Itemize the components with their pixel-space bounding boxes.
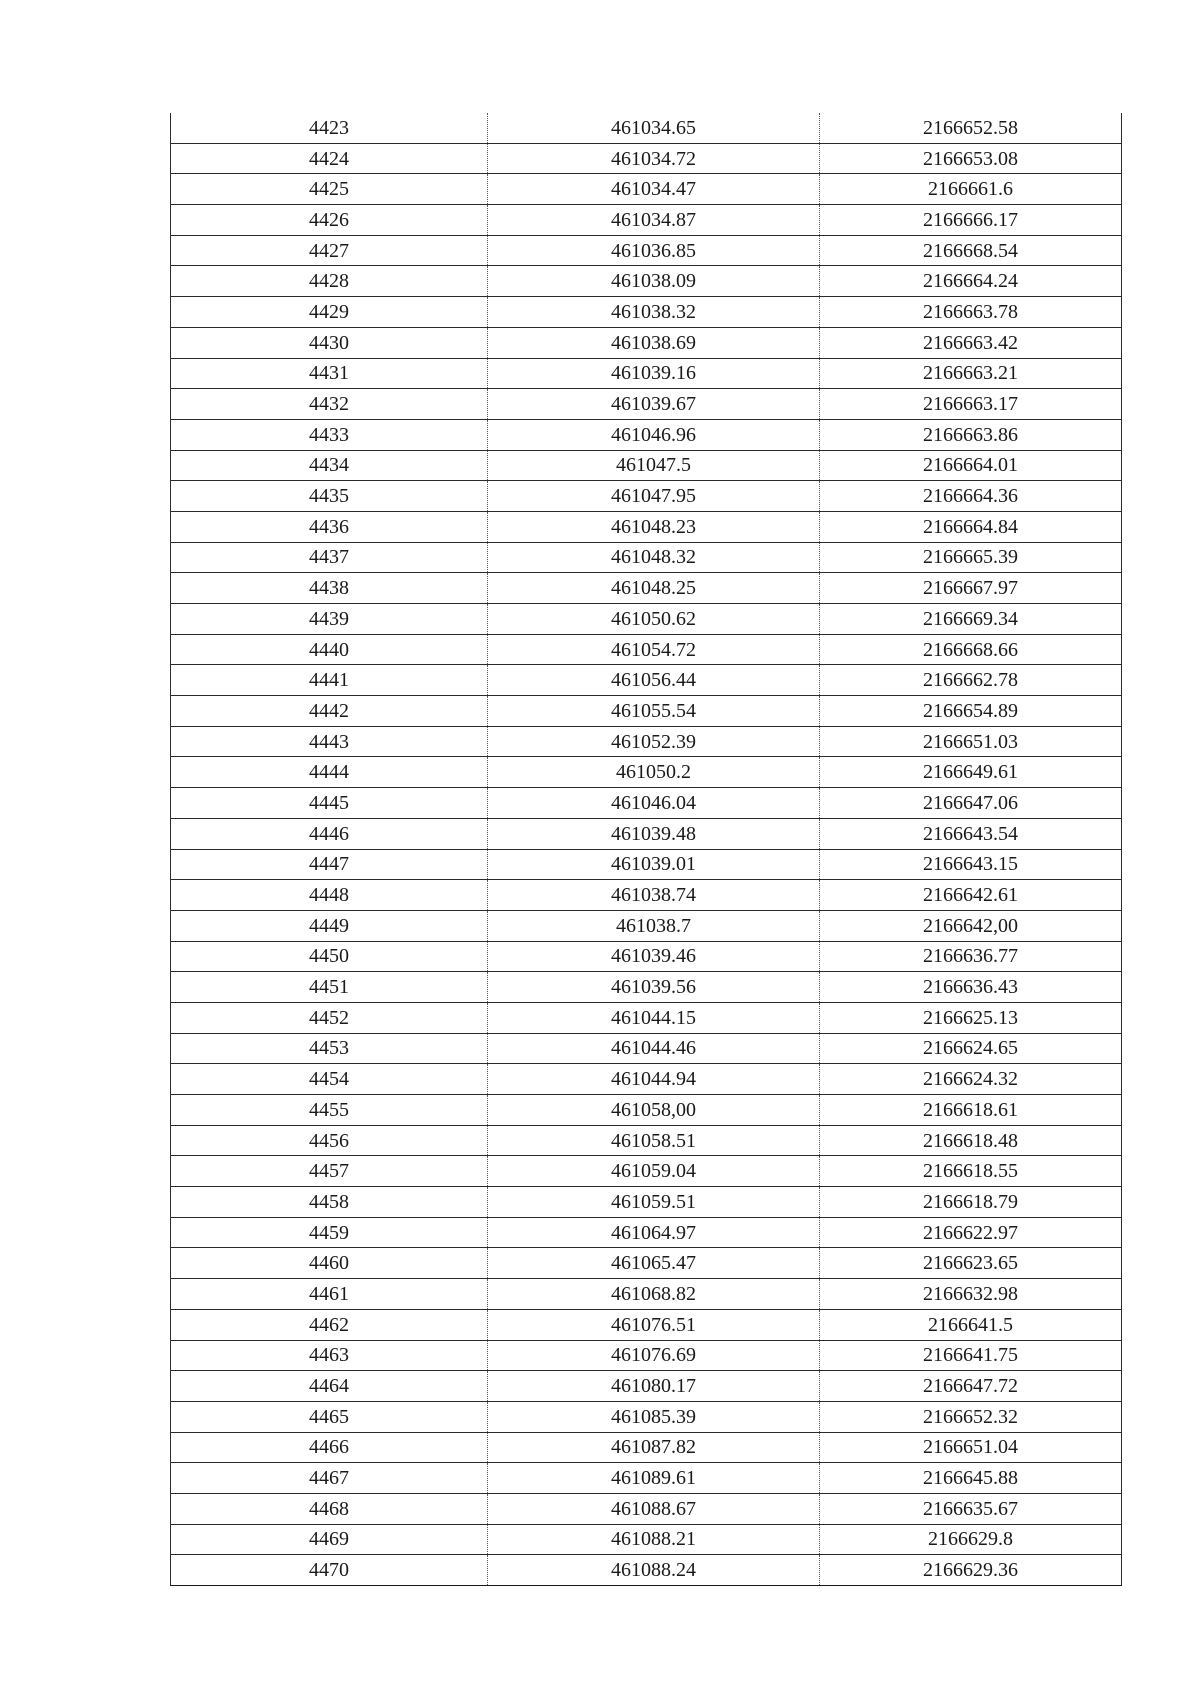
y-coordinate-cell: 2166653.08 <box>820 143 1122 174</box>
point-number-cell: 4441 <box>171 665 488 696</box>
x-coordinate-cell: 461080.17 <box>488 1371 820 1402</box>
point-number-cell: 4470 <box>171 1555 488 1586</box>
x-coordinate-cell: 461034.87 <box>488 205 820 236</box>
table-row <box>171 1524 1122 1555</box>
point-number-cell: 4433 <box>171 419 488 450</box>
point-number-cell: 4438 <box>171 573 488 604</box>
x-coordinate-cell: 461058,00 <box>488 1095 820 1126</box>
x-coordinate-cell: 461055.54 <box>488 696 820 727</box>
table-row <box>171 880 1122 911</box>
table-row <box>171 941 1122 972</box>
table-row <box>171 788 1122 819</box>
table-row <box>171 910 1122 941</box>
point-number-cell: 4460 <box>171 1248 488 1279</box>
table-row <box>171 481 1122 512</box>
y-coordinate-cell: 2166664.01 <box>820 450 1122 481</box>
y-coordinate-cell: 2166665.39 <box>820 542 1122 573</box>
x-coordinate-cell: 461044.94 <box>488 1064 820 1095</box>
point-number-cell: 4449 <box>171 910 488 941</box>
table-row <box>171 266 1122 297</box>
table-row <box>171 1156 1122 1187</box>
table-row <box>171 1371 1122 1402</box>
x-coordinate-cell: 461048.23 <box>488 511 820 542</box>
table-row <box>171 1463 1122 1494</box>
point-number-cell: 4436 <box>171 511 488 542</box>
y-coordinate-cell: 2166652.58 <box>820 113 1122 143</box>
point-number-cell: 4427 <box>171 235 488 266</box>
point-number-cell: 4452 <box>171 1002 488 1033</box>
y-coordinate-cell: 2166661.6 <box>820 174 1122 205</box>
y-coordinate-cell: 2166668.66 <box>820 634 1122 665</box>
point-number-cell: 4434 <box>171 450 488 481</box>
x-coordinate-cell: 461087.82 <box>488 1432 820 1463</box>
table-row <box>171 1493 1122 1524</box>
table-row <box>171 972 1122 1003</box>
x-coordinate-cell: 461039.67 <box>488 389 820 420</box>
y-coordinate-cell: 2166624.32 <box>820 1064 1122 1095</box>
table-row <box>171 1187 1122 1218</box>
y-coordinate-cell: 2166625.13 <box>820 1002 1122 1033</box>
x-coordinate-cell: 461076.51 <box>488 1309 820 1340</box>
x-coordinate-cell: 461039.16 <box>488 358 820 389</box>
point-number-cell: 4468 <box>171 1493 488 1524</box>
table-row <box>171 1002 1122 1033</box>
y-coordinate-cell: 2166647.06 <box>820 788 1122 819</box>
table-row <box>171 511 1122 542</box>
y-coordinate-cell: 2166652.32 <box>820 1401 1122 1432</box>
x-coordinate-cell: 461088.67 <box>488 1493 820 1524</box>
y-coordinate-cell: 2166643.54 <box>820 818 1122 849</box>
table-row <box>171 1401 1122 1432</box>
x-coordinate-cell: 461039.48 <box>488 818 820 849</box>
point-number-cell: 4439 <box>171 604 488 635</box>
y-coordinate-cell: 2166663.78 <box>820 297 1122 328</box>
table-row <box>171 1432 1122 1463</box>
table-row <box>171 726 1122 757</box>
x-coordinate-cell: 461039.56 <box>488 972 820 1003</box>
x-coordinate-cell: 461089.61 <box>488 1463 820 1494</box>
x-coordinate-cell: 461047.95 <box>488 481 820 512</box>
y-coordinate-cell: 2166623.65 <box>820 1248 1122 1279</box>
y-coordinate-cell: 2166664.36 <box>820 481 1122 512</box>
x-coordinate-cell: 461076.69 <box>488 1340 820 1371</box>
y-coordinate-cell: 2166654.89 <box>820 696 1122 727</box>
y-coordinate-cell: 2166618.48 <box>820 1125 1122 1156</box>
point-number-cell: 4458 <box>171 1187 488 1218</box>
point-number-cell: 4463 <box>171 1340 488 1371</box>
x-coordinate-cell: 461048.32 <box>488 542 820 573</box>
y-coordinate-cell: 2166641.5 <box>820 1309 1122 1340</box>
y-coordinate-cell: 2166618.55 <box>820 1156 1122 1187</box>
table-row <box>171 450 1122 481</box>
x-coordinate-cell: 461050.2 <box>488 757 820 788</box>
table-row <box>171 174 1122 205</box>
point-number-cell: 4459 <box>171 1217 488 1248</box>
y-coordinate-cell: 2166632.98 <box>820 1279 1122 1310</box>
point-number-cell: 4450 <box>171 941 488 972</box>
x-coordinate-cell: 461036.85 <box>488 235 820 266</box>
x-coordinate-cell: 461059.51 <box>488 1187 820 1218</box>
y-coordinate-cell: 2166624.65 <box>820 1033 1122 1064</box>
x-coordinate-cell: 461047.5 <box>488 450 820 481</box>
x-coordinate-cell: 461065.47 <box>488 1248 820 1279</box>
table-row <box>171 1095 1122 1126</box>
point-number-cell: 4469 <box>171 1524 488 1555</box>
y-coordinate-cell: 2166645.88 <box>820 1463 1122 1494</box>
table-row <box>171 327 1122 358</box>
table-row <box>171 634 1122 665</box>
table-row <box>171 542 1122 573</box>
y-coordinate-cell: 2166663.86 <box>820 419 1122 450</box>
table-row <box>171 389 1122 420</box>
x-coordinate-cell: 461085.39 <box>488 1401 820 1432</box>
y-coordinate-cell: 2166651.03 <box>820 726 1122 757</box>
point-number-cell: 4442 <box>171 696 488 727</box>
table-row <box>171 604 1122 635</box>
x-coordinate-cell: 461044.46 <box>488 1033 820 1064</box>
point-number-cell: 4453 <box>171 1033 488 1064</box>
point-number-cell: 4455 <box>171 1095 488 1126</box>
table-row <box>171 818 1122 849</box>
table-row <box>171 235 1122 266</box>
x-coordinate-cell: 461038.69 <box>488 327 820 358</box>
x-coordinate-cell: 461054.72 <box>488 634 820 665</box>
x-coordinate-cell: 461039.46 <box>488 941 820 972</box>
coordinates-table-body <box>171 113 1122 1586</box>
y-coordinate-cell: 2166668.54 <box>820 235 1122 266</box>
x-coordinate-cell: 461038.09 <box>488 266 820 297</box>
table-row <box>171 1033 1122 1064</box>
x-coordinate-cell: 461038.32 <box>488 297 820 328</box>
y-coordinate-cell: 2166622.97 <box>820 1217 1122 1248</box>
y-coordinate-cell: 2166663.21 <box>820 358 1122 389</box>
y-coordinate-cell: 2166618.61 <box>820 1095 1122 1126</box>
table-row <box>171 1309 1122 1340</box>
table-row <box>171 358 1122 389</box>
point-number-cell: 4467 <box>171 1463 488 1494</box>
point-number-cell: 4430 <box>171 327 488 358</box>
table-row <box>171 757 1122 788</box>
y-coordinate-cell: 2166651.04 <box>820 1432 1122 1463</box>
point-number-cell: 4432 <box>171 389 488 420</box>
y-coordinate-cell: 2166618.79 <box>820 1187 1122 1218</box>
point-number-cell: 4454 <box>171 1064 488 1095</box>
x-coordinate-cell: 461046.96 <box>488 419 820 450</box>
x-coordinate-cell: 461038.74 <box>488 880 820 911</box>
table-row <box>171 1555 1122 1586</box>
table-row <box>171 1340 1122 1371</box>
table-row <box>171 696 1122 727</box>
table-row <box>171 1279 1122 1310</box>
x-coordinate-cell: 461034.72 <box>488 143 820 174</box>
point-number-cell: 4424 <box>171 143 488 174</box>
x-coordinate-cell: 461088.24 <box>488 1555 820 1586</box>
y-coordinate-cell: 2166649.61 <box>820 757 1122 788</box>
point-number-cell: 4465 <box>171 1401 488 1432</box>
point-number-cell: 4435 <box>171 481 488 512</box>
x-coordinate-cell: 461050.62 <box>488 604 820 635</box>
y-coordinate-cell: 2166669.34 <box>820 604 1122 635</box>
x-coordinate-cell: 461034.47 <box>488 174 820 205</box>
y-coordinate-cell: 2166636.43 <box>820 972 1122 1003</box>
x-coordinate-cell: 461044.15 <box>488 1002 820 1033</box>
point-number-cell: 4447 <box>171 849 488 880</box>
point-number-cell: 4451 <box>171 972 488 1003</box>
point-number-cell: 4466 <box>171 1432 488 1463</box>
table-row <box>171 143 1122 174</box>
x-coordinate-cell: 461064.97 <box>488 1217 820 1248</box>
y-coordinate-cell: 2166664.24 <box>820 266 1122 297</box>
y-coordinate-cell: 2166667.97 <box>820 573 1122 604</box>
y-coordinate-cell: 2166666.17 <box>820 205 1122 236</box>
y-coordinate-cell: 2166663.17 <box>820 389 1122 420</box>
point-number-cell: 4444 <box>171 757 488 788</box>
point-number-cell: 4462 <box>171 1309 488 1340</box>
y-coordinate-cell: 2166643.15 <box>820 849 1122 880</box>
table-row <box>171 205 1122 236</box>
y-coordinate-cell: 2166629.36 <box>820 1555 1122 1586</box>
y-coordinate-cell: 2166647.72 <box>820 1371 1122 1402</box>
y-coordinate-cell: 2166664.84 <box>820 511 1122 542</box>
point-number-cell: 4440 <box>171 634 488 665</box>
x-coordinate-cell: 461046.04 <box>488 788 820 819</box>
point-number-cell: 4423 <box>171 113 488 143</box>
point-number-cell: 4461 <box>171 1279 488 1310</box>
point-number-cell: 4445 <box>171 788 488 819</box>
y-coordinate-cell: 2166642,00 <box>820 910 1122 941</box>
y-coordinate-cell: 2166636.77 <box>820 941 1122 972</box>
point-number-cell: 4431 <box>171 358 488 389</box>
point-number-cell: 4425 <box>171 174 488 205</box>
y-coordinate-cell: 2166663.42 <box>820 327 1122 358</box>
table-row <box>171 1248 1122 1279</box>
table-row <box>171 1125 1122 1156</box>
point-number-cell: 4457 <box>171 1156 488 1187</box>
x-coordinate-cell: 461048.25 <box>488 573 820 604</box>
x-coordinate-cell: 461059.04 <box>488 1156 820 1187</box>
y-coordinate-cell: 2166662.78 <box>820 665 1122 696</box>
table-row <box>171 1217 1122 1248</box>
point-number-cell: 4448 <box>171 880 488 911</box>
x-coordinate-cell: 461068.82 <box>488 1279 820 1310</box>
table-row <box>171 297 1122 328</box>
x-coordinate-cell: 461052.39 <box>488 726 820 757</box>
table-row <box>171 573 1122 604</box>
point-number-cell: 4446 <box>171 818 488 849</box>
point-number-cell: 4426 <box>171 205 488 236</box>
point-number-cell: 4443 <box>171 726 488 757</box>
table-row <box>171 849 1122 880</box>
table-row <box>171 1064 1122 1095</box>
y-coordinate-cell: 2166642.61 <box>820 880 1122 911</box>
x-coordinate-cell: 461058.51 <box>488 1125 820 1156</box>
x-coordinate-cell: 461038.7 <box>488 910 820 941</box>
point-number-cell: 4429 <box>171 297 488 328</box>
x-coordinate-cell: 461034.65 <box>488 113 820 143</box>
point-number-cell: 4464 <box>171 1371 488 1402</box>
coordinates-table <box>170 113 1122 1586</box>
table-row <box>171 665 1122 696</box>
y-coordinate-cell: 2166635.67 <box>820 1493 1122 1524</box>
table-row <box>171 113 1122 143</box>
x-coordinate-cell: 461039.01 <box>488 849 820 880</box>
point-number-cell: 4456 <box>171 1125 488 1156</box>
y-coordinate-cell: 2166641.75 <box>820 1340 1122 1371</box>
x-coordinate-cell: 461056.44 <box>488 665 820 696</box>
x-coordinate-cell: 461088.21 <box>488 1524 820 1555</box>
point-number-cell: 4437 <box>171 542 488 573</box>
point-number-cell: 4428 <box>171 266 488 297</box>
y-coordinate-cell: 2166629.8 <box>820 1524 1122 1555</box>
table-row <box>171 419 1122 450</box>
